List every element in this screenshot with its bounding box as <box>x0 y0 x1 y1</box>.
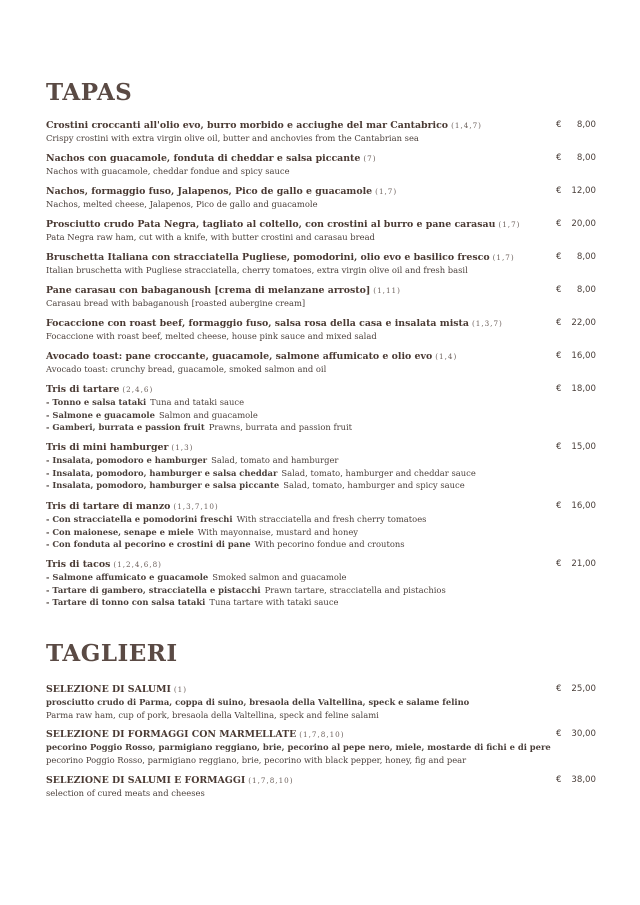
item-price: € 8,00 <box>556 120 596 130</box>
allergens: (1,7,8,10) <box>248 776 294 785</box>
sub-item: - Insalata, pomodoro, hamburger e salsa cheddar Salad, tomato, hamburger and cheddar sauce <box>46 467 476 478</box>
menu-item <box>46 218 596 244</box>
allergens: (1,4) <box>435 352 458 361</box>
item-price: € 21,00 <box>556 559 596 569</box>
item-description: Italian bruschetta with Pugliese stracciatella, cherry tomatoes, extra virgin olive oil and fresh basil <box>46 265 468 275</box>
allergens: (1) <box>173 685 188 694</box>
item-price: € 16,00 <box>556 351 596 361</box>
taglieri-section <box>46 641 596 667</box>
item-price: € 8,00 <box>556 285 596 295</box>
sub-item: - Salmone affumicato e guacamole Smoked salmon and guacamole <box>46 572 347 582</box>
menu-item <box>46 152 596 178</box>
menu-item <box>46 284 596 310</box>
menu-item <box>46 350 596 376</box>
item-price: € 30,00 <box>556 729 596 739</box>
sub-item: - Con fonduta al pecorino e crostini di pane With pecorino fondue and croutons <box>46 539 405 549</box>
item-name: Tris di tartare (2,4,6) <box>46 384 154 395</box>
item-name: Prosciutto crudo Pata Negra, tagliato al coltello, con crostini al burro e pane carasau (1,7) <box>46 219 521 230</box>
sub-item: - Insalata, pomodoro, hamburger e salsa piccante Salad, tomato, hamburger and spicy sauce <box>46 480 465 490</box>
section-title-taglieri: TAGLIERI <box>46 640 178 667</box>
item-name: Nachos, formaggio fuso, Jalapenos, Pico de gallo e guacamole (1,7) <box>46 186 398 197</box>
allergens: (1,7) <box>498 220 521 229</box>
item-price: € 25,00 <box>556 684 596 694</box>
item-name: Tris di tartare di manzo (1,3,7,10) <box>46 501 219 512</box>
item-price: € 16,00 <box>556 501 596 511</box>
menu-item <box>46 441 596 492</box>
item-price: € 38,00 <box>556 775 596 785</box>
sub-item: - Salmone e guacamole Salmon and guacamole <box>46 409 258 420</box>
item-description-it: prosciutto crudo di Parma, coppa di suino, bresaola della Valtellina, speck e salame felino <box>46 697 470 707</box>
menu-item <box>46 185 596 211</box>
allergens: (1,11) <box>373 286 401 295</box>
item-name: SELEZIONE DI FORMAGGI CON MARMELLATE (1,7,8,10) <box>46 729 345 740</box>
item-price: € 15,00 <box>556 442 596 452</box>
menu-item <box>46 774 596 800</box>
allergens: (1,2,4,6,8) <box>113 560 162 569</box>
item-price: € 12,00 <box>556 186 596 196</box>
menu-item <box>46 317 596 343</box>
sub-item: - Con stracciatella e pomodorini freschi With stracciatella and fresh cherry tomatoes <box>46 514 427 524</box>
allergens: (1,3,7) <box>471 319 503 328</box>
item-description: Parma raw ham, cup of pork, bresaola della Valtellina, speck and feline salami <box>46 709 379 720</box>
menu-item <box>46 558 596 609</box>
item-name: Focaccione con roast beef, formaggio fuso, salsa rosa della casa e insalata mista (1,3,7) <box>46 318 503 329</box>
item-name: Nachos con guacamole, fonduta di cheddar e salsa piccante (7) <box>46 153 377 164</box>
allergens: (1,3,7,10) <box>173 502 219 511</box>
item-description: Carasau bread with babaganoush [roasted aubergine cream] <box>46 298 306 308</box>
item-price: € 8,00 <box>556 252 596 262</box>
item-description: Crispy crostini with extra virgin olive oil, butter and anchovies from the Cantabrian sea <box>46 133 419 143</box>
item-description: Pata Negra raw ham, cut with a knife, with butter crostini and carasau bread <box>46 232 375 242</box>
item-price: € 8,00 <box>556 153 596 163</box>
allergens: (1,3) <box>171 443 194 452</box>
allergens: (2,4,6) <box>122 385 154 394</box>
item-name: SELEZIONE DI SALUMI E FORMAGGI (1,7,8,10) <box>46 775 294 786</box>
item-name: Bruschetta Italiana con stracciatella Pugliese, pomodorini, olio evo e basilico fresco (1,7) <box>46 252 515 263</box>
item-price: € 18,00 <box>556 384 596 394</box>
allergens: (1,7) <box>375 187 398 196</box>
item-description: selection of cured meats and cheeses <box>46 788 205 798</box>
sub-item: - Tonno e salsa tataki Tuna and tataki sauce <box>46 397 245 407</box>
item-description: Nachos, melted cheese, Jalapenos, Pico de gallo and guacamole <box>46 199 318 209</box>
item-description: Avocado toast: crunchy bread, guacamole, smoked salmon and oil <box>46 364 327 374</box>
item-name: Pane carasau con babaganoush [crema di melanzane arrosto] (1,11) <box>46 285 401 296</box>
menu-item <box>46 251 596 277</box>
sub-item: - Gamberi, burrata e passion fruit Prawns, burrata and passion fruit <box>46 422 353 432</box>
allergens: (7) <box>363 154 377 163</box>
menu-item <box>46 728 596 766</box>
item-name: SELEZIONE DI SALUMI (1) <box>46 684 188 695</box>
item-price: € 20,00 <box>556 219 596 229</box>
item-name: Tris di mini hamburger (1,3) <box>46 442 194 453</box>
item-description: Nachos with guacamole, cheddar fondue and spicy sauce <box>46 166 290 176</box>
sub-item: - Con maionese, senape e miele With mayonnaise, mustard and honey <box>46 526 359 537</box>
item-name: Tris di tacos (1,2,4,6,8) <box>46 559 162 570</box>
item-name: Avocado toast: pane croccante, guacamole, salmone affumicato e olio evo (1,4) <box>46 351 458 362</box>
tapas-section <box>46 80 596 106</box>
item-name: Crostini croccanti all'olio evo, burro morbido e acciughe del mar Cantabrico (1,4,7) <box>46 120 482 131</box>
allergens: (1,7,8,10) <box>299 730 345 739</box>
menu-item <box>46 683 596 721</box>
sub-item: - Insalata, pomodoro e hamburger Salad, tomato and hamburger <box>46 455 339 465</box>
item-description: Focaccione with roast beef, melted cheese, house pink sauce and mixed salad <box>46 331 377 341</box>
item-description-it: pecorino Poggio Rosso, parmigiano reggiano, brie, pecorino al pepe nero, miele, mostarde di fichi e di pere <box>46 742 551 752</box>
sub-item: - Tartare di tonno con salsa tataki Tuna tartare with tataki sauce <box>46 597 339 607</box>
menu-item <box>46 500 596 551</box>
allergens: (1,4,7) <box>451 121 482 130</box>
menu-item <box>46 383 596 434</box>
item-price: € 22,00 <box>556 318 596 328</box>
item-description: pecorino Poggio Rosso, parmigiano reggiano, brie, pecorino with black pepper, honey, fig and pear <box>46 754 467 765</box>
sub-item: - Tartare di gambero, stracciatella e pistacchi Prawn tartare, stracciatella and pistachios <box>46 584 446 595</box>
section-title-tapas: TAPAS <box>46 79 133 106</box>
allergens: (1,7) <box>492 253 515 262</box>
menu-item <box>46 119 596 145</box>
